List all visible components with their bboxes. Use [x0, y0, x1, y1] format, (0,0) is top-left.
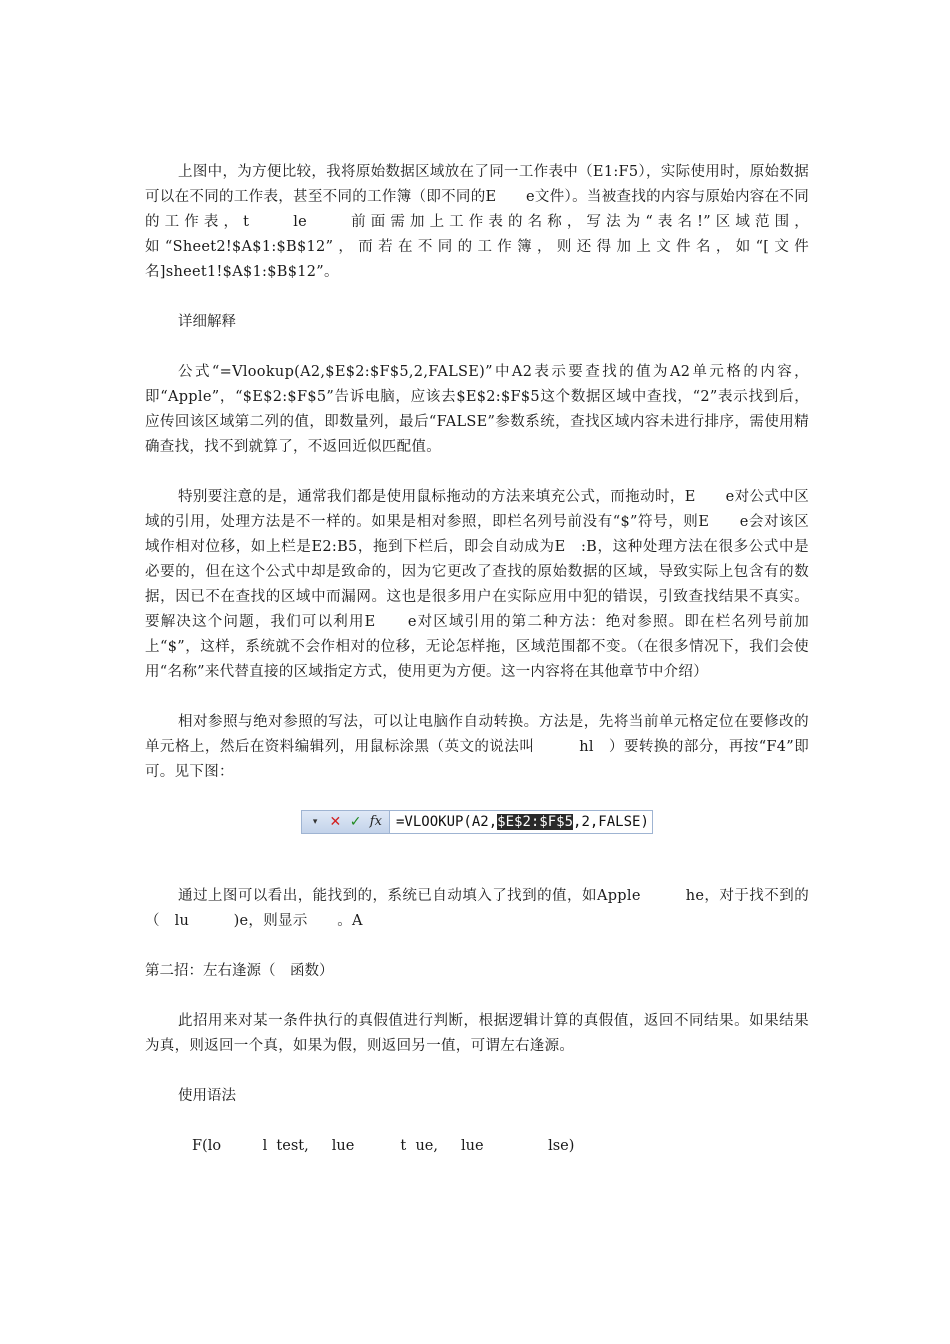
formula-prefix: =VLOOKUP(A2,: [396, 814, 498, 830]
paragraph-formula-explanation: 公式“=Vlookup(A2,$E$2:$F$5,2,FALSE)”中A2表示要查找的值为A2单元格的内容，即“Apple”，“$E$2:$F$5”告诉电脑，应该去$E$2:$F$5这个数据区域中查找，“2”表示找到后，应传回该区域第二列的值，即数量列，最后“FALSE”参数系统，查找区域内容未进行排序，需使用精确查找，找不到就算了，不返回近似匹配值。: [145, 364, 809, 455]
confirm-icon[interactable]: ✓: [349, 814, 362, 830]
formula-input[interactable]: [390, 814, 649, 830]
cancel-icon[interactable]: ✕: [329, 814, 342, 830]
formula-selected-range: $E$2:$F$5: [497, 814, 574, 830]
name-box-dropdown-icon[interactable]: ▾: [312, 817, 318, 827]
formula-bar-controls: [302, 811, 390, 833]
paragraph-result-note: 通过上图可以看出，能找到的，系统已自动填入了找到的值，如Apple he，对于找不到的（ lu )e，则显示 。A: [145, 888, 809, 929]
document-page: [145, 160, 809, 1184]
heading-second-trick: 第二招：左右逢源（ 函数）: [145, 963, 334, 979]
formula-suffix: ,2,FALSE): [573, 814, 649, 830]
heading-syntax: 使用语法: [178, 1088, 236, 1104]
syntax-line: F(lo l test, lue t ue, lue lse): [192, 1138, 575, 1154]
insert-function-icon[interactable]: fx: [369, 814, 382, 829]
formula-bar-image: [301, 810, 653, 834]
paragraph-if-intro: 此招用来对某一条件执行的真假值进行判断，根据逻辑计算的真假值，返回不同结果。如果结果为真，则返回一个真，如果为假，则返回另一值，可谓左右逢源。: [145, 1013, 809, 1054]
paragraph-f4-conversion: 相对参照与绝对参照的写法，可以让电脑作自动转换。方法是，先将当前单元格定位在要修改的单元格上，然后在资料编辑列，用鼠标涂黑（英文的说法叫 hl ）要转换的部分，再按“F4”即可。见下图：: [145, 714, 809, 780]
paragraph-data-range: 上图中，为方便比较，我将原始数据区域放在了同一工作表中（E1:F5），实际使用时，原始数据可以在不同的工作表，甚至不同的工作簿（即不同的E e文件）。当被查找的内容与原始内容在不同的工作表，t le 前面需加上工作表的名称，写法为“表名!”区域范围，如“Sheet2!$A$1:$B$12”，而若在不同的工作簿，则还得加上文件名，如“[文件名]sheet1!$A$1:$B$12”。: [145, 164, 809, 280]
heading-detailed-explanation: 详细解释: [178, 314, 236, 330]
paragraph-relative-reference: 特别要注意的是，通常我们都是使用鼠标拖动的方法来填充公式，而拖动时，E e对公式中区域的引用，处理方法是不一样的。如果是相对参照，即栏名列号前没有“$”符号，则E e会对该区域作相对位移，如上栏是E2:B5，拖到下栏后，即会自动成为E :B，这种处理方法在很多公式中是必要的，但在这个公式中却是致命的，因为它更改了查找的原始数据的区域，导致实际上包含有的数据，因已不在查找的区域中而漏网。这也是很多用户在实际应用中犯的错误，引致查找结果不真实。要解决这个问题，我们可以利用E e对区域引用的第二种方法：绝对参照。即在栏名列号前加上“$”，这样，系统就不会作相对的位移，无论怎样拖，区域范围都不变。（在很多情况下，我们会使用“名称”来代替直接的区域指定方式，使用更为方便。这一内容将在其他章节中介绍）: [145, 489, 809, 680]
